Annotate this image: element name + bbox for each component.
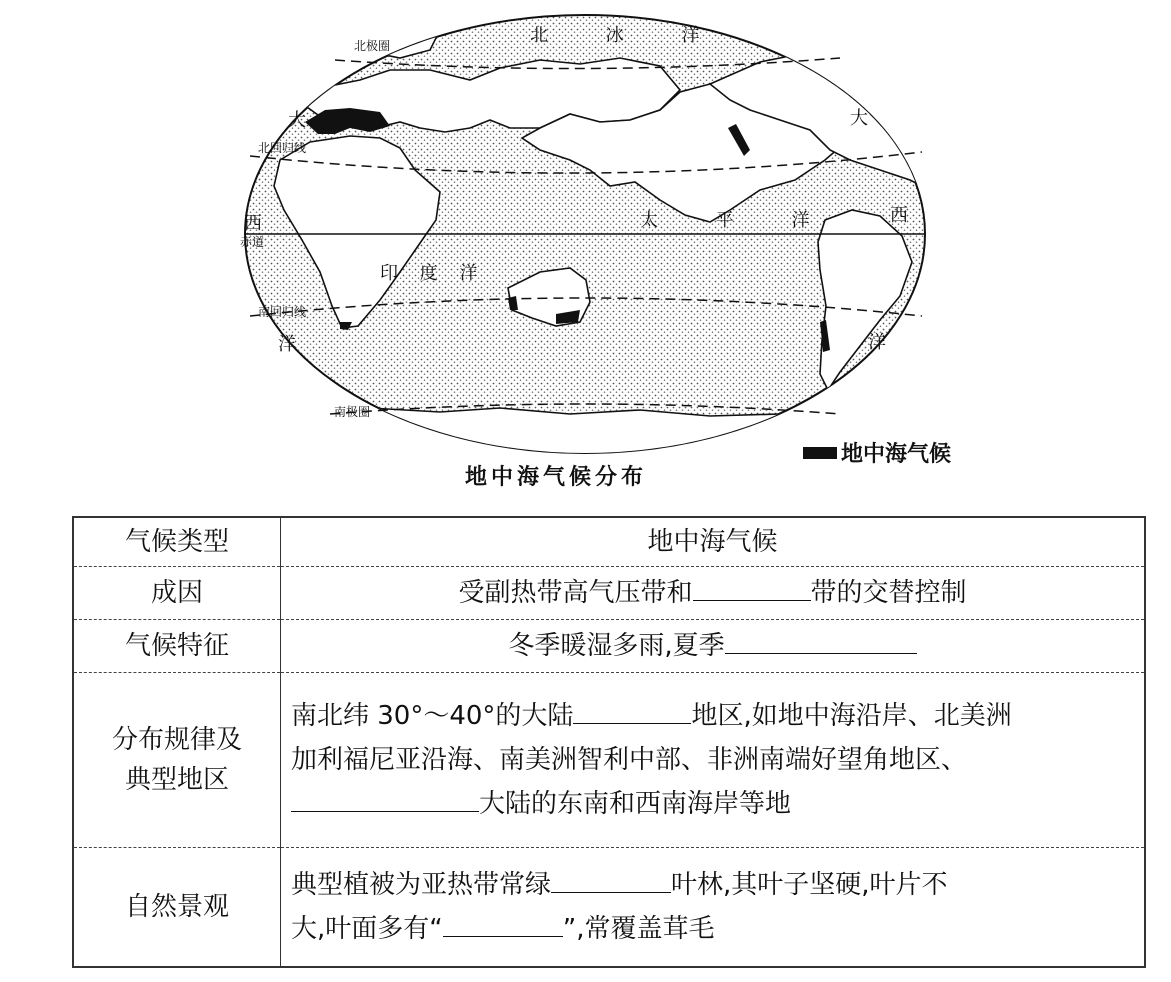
atlantic-left-top-label: 大 (288, 110, 306, 131)
row-key-line: 分布规律及 (111, 725, 242, 755)
text-segment: 大陆的东南和西南海岸等地 (479, 789, 792, 819)
answer-blank[interactable] (573, 695, 691, 724)
antarctic-circle-label: 南极圈 (334, 405, 371, 419)
row-value: 地中海气候 (281, 517, 1146, 567)
answer-blank[interactable] (551, 864, 671, 893)
row-key (73, 673, 281, 848)
row-value (281, 620, 1146, 673)
indian-ocean-label: 印 度 洋 (380, 263, 486, 284)
answer-blank[interactable] (291, 783, 479, 812)
text-segment: 冬季暖湿多雨,夏季 (508, 631, 725, 661)
row-key: 自然景观 (73, 848, 281, 968)
row-key: 气候类型 (73, 517, 281, 567)
row-key: 成因 (73, 567, 281, 620)
arctic-ocean-label: 北 冰 洋 (530, 25, 726, 46)
text-segment: 大,叶面多有“ (291, 914, 443, 944)
table-row (73, 567, 1145, 620)
tropic-of-capricorn-label: 南回归线 (258, 305, 307, 319)
row-value (281, 848, 1146, 968)
map-caption: 地中海气候分布 (465, 465, 648, 490)
row-value (281, 673, 1146, 848)
answer-blank[interactable] (443, 908, 563, 937)
table-row (73, 848, 1145, 968)
text-segment: 受副热带高气压带和 (458, 578, 693, 608)
table-row (73, 673, 1145, 848)
text-segment: 典型植被为亚热带常绿 (291, 870, 552, 900)
text-segment: 叶林,其叶子坚硬,叶片不 (671, 870, 948, 900)
table-row (73, 517, 1145, 567)
atlantic-left-mid-label: 西 (244, 213, 262, 234)
row-key-line: 典型地区 (124, 765, 229, 795)
text-segment: 地区,如地中海沿岸、北美洲 (691, 701, 1012, 731)
text-segment: 南北纬 30°～40°的大陆 (291, 701, 574, 731)
climate-table (72, 516, 1146, 968)
arctic-circle-label: 北极圈 (354, 39, 391, 53)
map-legend (803, 437, 951, 468)
text-segment: ”,常覆盖茸毛 (562, 914, 715, 944)
legend-label: 地中海气候 (841, 442, 952, 467)
pacific-ocean-label: 太 平 洋 (640, 210, 836, 231)
tropic-of-cancer-label: 北回归线 (258, 141, 307, 155)
atlantic-left-bot-label: 洋 (278, 334, 296, 355)
text-segment: 加利福尼亚沿海、南美洲智利中部、非洲南端好望角地区、 (291, 745, 968, 775)
text-segment: 带的交替控制 (810, 578, 967, 608)
equator-label: 赤道 (240, 235, 265, 249)
row-key: 气候特征 (73, 620, 281, 673)
world-map (240, 10, 930, 458)
answer-blank[interactable] (725, 625, 917, 654)
answer-blank[interactable] (693, 572, 811, 601)
table-row (73, 620, 1145, 673)
atlantic-right-top-label: 大 (850, 108, 868, 129)
row-value (281, 567, 1146, 620)
atlantic-right-mid-label: 西 (890, 205, 908, 226)
world-map-graphic (240, 10, 930, 458)
legend-swatch (803, 447, 837, 459)
atlantic-right-bot-label: 洋 (868, 332, 886, 353)
